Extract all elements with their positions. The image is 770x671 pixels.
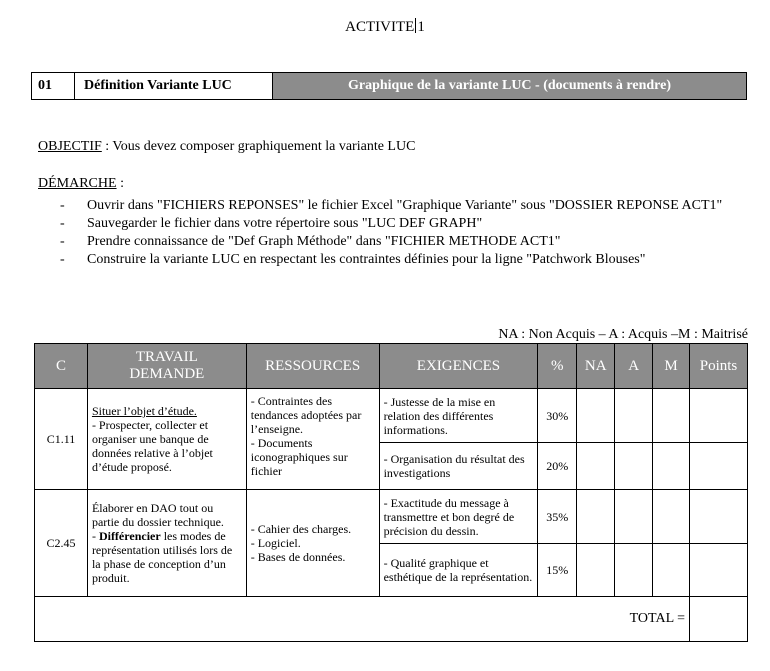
header-travail: TRAVAIL DEMANDE	[87, 344, 246, 389]
objective-label: OBJECTIF	[38, 139, 102, 154]
points-cell[interactable]	[690, 544, 748, 597]
percent-cell: 30%	[538, 389, 577, 443]
a-cell[interactable]	[615, 389, 653, 443]
travail-cell: Élaborer en DAO tout ou partie du dossier technique. - Différencier les modes de représentation utilisés lors de la phase de conception d’un produit.	[87, 490, 246, 597]
header-c: C	[35, 344, 88, 389]
exigence-cell: - Organisation du résultat des investigations	[379, 443, 538, 490]
step-dash: -	[60, 252, 65, 267]
evaluation-table	[34, 343, 748, 642]
grading-legend: NA : Non Acquis – A : Acquis –M : Maitrisé	[498, 327, 748, 342]
ressource-item: - Cahier des charges.	[250, 522, 352, 536]
a-cell[interactable]	[615, 544, 653, 597]
objective-text: : Vous devez composer graphiquement la variante LUC	[101, 139, 416, 154]
na-cell[interactable]	[577, 389, 615, 443]
header-ressources: RESSOURCES	[246, 344, 379, 389]
m-cell[interactable]	[653, 544, 690, 597]
m-cell[interactable]	[653, 389, 690, 443]
table-header-row	[35, 344, 748, 389]
total-label: TOTAL =	[35, 597, 690, 642]
step-text: Sauvegarder le fichier dans votre répertoire sous "LUC DEF GRAPH"	[87, 216, 483, 231]
total-row	[35, 597, 748, 642]
exigence-cell: - Exactitude du message à transmettre et bon degré de précision du dessin.	[379, 490, 538, 544]
travail-text: les modes de représentation utilisés lors de la phase de conception d’un produit.	[91, 529, 233, 585]
competence-code: C1.11	[35, 389, 88, 490]
header-percent: %	[538, 344, 577, 389]
table-row	[35, 389, 748, 443]
exigence-cell: - Qualité graphique et esthétique de la représentation.	[379, 544, 538, 597]
activity-header-bar	[31, 72, 747, 100]
activity-definition: Définition Variante LUC	[75, 73, 273, 99]
step-dash: -	[60, 216, 65, 231]
header-a: A	[615, 344, 653, 389]
points-cell[interactable]	[690, 443, 748, 490]
header-exigences: EXIGENCES	[379, 344, 538, 389]
header-m: M	[653, 344, 690, 389]
title-number: 1	[417, 19, 425, 35]
m-cell[interactable]	[653, 490, 690, 544]
travail-bold: Différencier	[98, 529, 161, 543]
step-item	[60, 215, 740, 233]
total-points-cell[interactable]	[690, 597, 748, 642]
step-text: Prendre connaissance de "Def Graph Méthode" dans "FICHIER METHODE ACT1"	[87, 234, 561, 249]
step-text: Construire la variante LUC en respectant les contraintes définies pour la ligne "Patchwork Blouses"	[87, 252, 646, 267]
ressource-item: - Contraintes des tendances adoptées par l’enseigne.	[250, 394, 362, 436]
points-cell[interactable]	[690, 389, 748, 443]
travail-text: - Prospecter, collecter et organiser une banque de données relative à l’objet d’étude proposé.	[91, 418, 213, 474]
points-cell[interactable]	[690, 490, 748, 544]
activity-number: 01	[32, 73, 75, 99]
demarche-heading	[38, 176, 124, 192]
na-cell[interactable]	[577, 490, 615, 544]
step-item	[60, 233, 740, 251]
page-title	[0, 18, 770, 36]
travail-text: Élaborer en DAO tout ou partie du dossier technique.	[91, 501, 224, 529]
title-text: ACTIVITE	[345, 19, 415, 35]
table-row	[35, 490, 748, 544]
demarche-label: DÉMARCHE	[38, 176, 117, 191]
ressource-item: - Bases de données.	[250, 550, 346, 564]
step-item	[60, 251, 740, 269]
ressources-cell	[246, 389, 379, 490]
step-text: Ouvrir dans "FICHIERS REPONSES" le fichier Excel "Graphique Variante" sous "DOSSIER REPONSE ACT1"	[87, 198, 723, 213]
steps-list	[60, 197, 740, 269]
na-cell[interactable]	[577, 544, 615, 597]
header-points: Points	[690, 344, 748, 389]
exigence-cell: - Justesse de la mise en relation des différentes informations.	[379, 389, 538, 443]
demarche-suffix: :	[116, 176, 124, 191]
step-dash: -	[60, 234, 65, 249]
m-cell[interactable]	[653, 443, 690, 490]
step-item	[60, 197, 740, 215]
na-cell[interactable]	[577, 443, 615, 490]
percent-cell: 35%	[538, 490, 577, 544]
step-dash: -	[60, 198, 65, 213]
percent-cell: 15%	[538, 544, 577, 597]
competence-code: C2.45	[35, 490, 88, 597]
activity-graph-title: Graphique de la variante LUC - (documents à rendre)	[273, 73, 746, 99]
travail-title: Situer l’objet d’étude.	[91, 404, 197, 418]
a-cell[interactable]	[615, 443, 653, 490]
objective-line	[38, 139, 415, 155]
header-na: NA	[577, 344, 615, 389]
a-cell[interactable]	[615, 490, 653, 544]
ressource-item: - Documents iconographiques sur fichier	[250, 436, 348, 478]
travail-cell	[87, 389, 246, 490]
ressource-item: - Logiciel.	[250, 536, 301, 550]
percent-cell: 20%	[538, 443, 577, 490]
ressources-cell	[246, 490, 379, 597]
